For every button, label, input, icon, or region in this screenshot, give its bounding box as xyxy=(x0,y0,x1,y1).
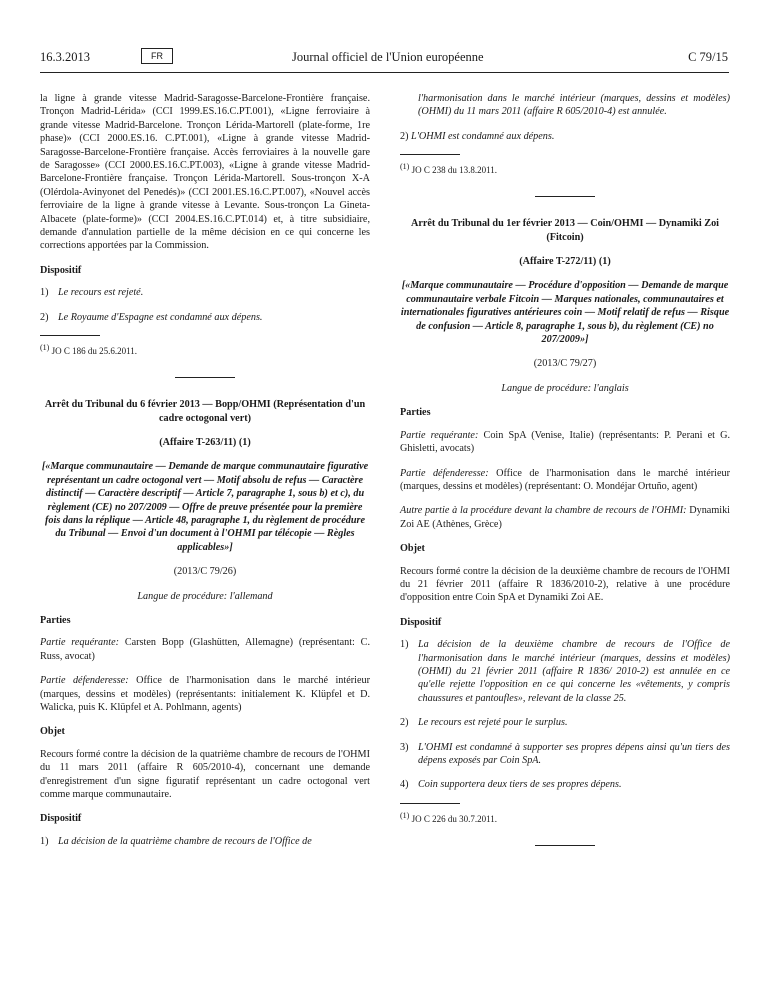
procedure-language: Langue de procédure: l'allemand xyxy=(137,590,273,602)
dispositif-heading: Dispositif xyxy=(40,264,82,276)
list-item: 2) L'OHMI est condamné aux dépens. xyxy=(400,130,555,142)
right-column xyxy=(400,92,730,866)
objet-heading: Objet xyxy=(40,726,65,738)
dispositif-heading: Dispositif xyxy=(400,616,442,628)
section-separator xyxy=(175,377,235,378)
list-item: 1) La décision de la deuxième chambre de recours de l'Office de l'harmonisation dans le marché intérieur (marques, dessins et modèles) (OHMI) du 21 février 2011 (affaire R 1836/ 2010-2) est annulée en ce qu'elle rejette l'opposition en ce qui concerne les «vêtements, y compris chaussures et pantoufles», relevant de la classe 25. xyxy=(400,639,730,704)
list-item: l'harmonisation dans le marché intérieur (marques, dessins et modèles) (OHMI) du 11 mars 2011 (affaire R 605/2010-4) est annulée. xyxy=(418,93,730,118)
parties-heading: Parties xyxy=(400,407,431,419)
reference-code: (2013/C 79/26) xyxy=(173,566,237,578)
language-badge: FR xyxy=(141,48,173,64)
case-title: Arrêt du Tribunal du 6 février 2013 — Bopp/OHMI (Représentation d'un cadre octogonal vert) xyxy=(44,399,366,424)
dispositif-list xyxy=(40,835,370,848)
footnote-rule xyxy=(400,154,460,155)
intro-paragraph: la ligne à grande vitesse Madrid-Saragosse-Barcelone-Frontière française. Tronçon Madrid-Lérida» (CCI 1999.ES.16.C.PT.001), «Ligne ferroviaire à grande vitesse Madrid-Barcelone. Tronçon Lérida-Martorell (plate-forme, 1re phase)» (CCI 2000.ES.16. C.PT.001), «Ligne à grande vitesse Madrid-Saragosse-Barcelone-Frontière française. Accès ferroviaires à la nouvelle gare de Saragosse» (CCI 2000.ES.16.C.PT.003), «Ligne à grande vitesse Madrid-Barcelone-Frontière française. Tronçon Lérida-Martorell. Sous-tronçon X-A (Olérdola-Avinyonet del Penedés)» (CCI 2001.ES.16.C.PT.007), «Nouvel accès ferroviaire de la ligne à grande vitesse à Levante. Sous-tronçon La Gineta-Albacete (plate-forme)» (CCI 2004.ES.16.C.PT.014) et, à titre subsidiaire, demande d'annulation partielle de la même décision en ce qui concerne les corrections apportées par la Commission. xyxy=(40,93,370,252)
journal-title: Journal officiel de l'Union européenne xyxy=(292,50,484,64)
header-rule xyxy=(40,72,729,73)
header-date: 16.3.2013 xyxy=(40,50,90,64)
footnote: (1) JO C 186 du 25.6.2011. xyxy=(40,343,137,357)
dispositif-heading: Dispositif xyxy=(40,813,82,825)
footnote: (1) JO C 226 du 30.7.2011. xyxy=(400,810,497,824)
list-item: 1) La décision de la quatrième chambre de recours de l'Office de xyxy=(40,835,312,847)
parties-heading: Parties xyxy=(40,614,71,626)
case-title: Arrêt du Tribunal du 1er février 2013 — Coin/OHMI — Dynamiki Zoi (Fitcoin) xyxy=(411,218,719,243)
reference-code: (2013/C 79/27) xyxy=(533,358,597,370)
list-item: 2) Le Royaume d'Espagne est condamné aux dépens. xyxy=(40,311,263,323)
list-item: 3) L'OHMI est condamné à supporter ses propres dépens ainsi qu'un tiers des dépens exposés par Coin SpA. xyxy=(400,741,730,766)
objet-heading: Objet xyxy=(400,543,425,555)
dispositif-list-continued xyxy=(400,92,730,143)
list-item: 2) Le recours est rejeté pour le surplus. xyxy=(400,717,568,729)
footnote-rule xyxy=(400,803,460,804)
case-keywords: [«Marque communautaire — Procédure d'opposition — Demande de marque communautaire verbale Fitcoin — Marques nationales, communautaires et internationales figuratives antérieures coin — Motif relatif de refus — Risque de confusion — Article 8, paragraphe 1, sous b), du règlement (CE) no 207/2009»] xyxy=(400,280,730,346)
partie-requerante: Partie requérante: Coin SpA (Venise, Italie) (représentants: P. Perani et G. Ghisletti, avocats) xyxy=(400,429,730,455)
footnote: (1) JO C 238 du 13.8.2011. xyxy=(400,162,497,176)
case-number: (Affaire T-272/11) (1) xyxy=(519,256,611,268)
footnote-rule xyxy=(40,335,100,336)
objet-text: Recours formé contre la décision de la deuxième chambre de recours de l'OHMI du 21 février 2011 (affaire R 1836/2010-2), relative à une procédure d'opposition entre Coin SpA et Dynamiki Zoi AE. xyxy=(400,565,730,604)
dispositif-list xyxy=(40,286,370,324)
section-separator xyxy=(535,196,595,197)
section-separator xyxy=(535,845,595,846)
left-column xyxy=(40,92,370,859)
case-number: (Affaire T-263/11) (1) xyxy=(159,436,251,448)
partie-requerante: Partie requérante: Carsten Bopp (Glashütten, Allemagne) (représentant: C. Russ, avocat) xyxy=(40,637,371,662)
page-reference: C 79/15 xyxy=(688,50,728,64)
dispositif-list xyxy=(400,638,730,792)
autre-partie: Autre partie à la procédure devant la chambre de recours de l'OHMI: Dynamiki Zoi AE (Athènes, Grèce) xyxy=(400,505,731,530)
list-item: 1) Le recours est rejeté. xyxy=(40,287,144,299)
partie-defenderesse: Partie défenderesse: Office de l'harmonisation dans le marché intérieur (marques, dessins et modèles) (représentant: O. Mondéjar Ortuño, agent) xyxy=(400,467,730,492)
case-keywords: [«Marque communautaire — Demande de marque communautaire figurative représentant un cadre octogonal vert — Motif absolu de refus — Caractère distinctif — Caractère descriptif — Article 7, paragraphe 1, sous b) et c), du règlement (CE) no 207/2009 — Offre de preuve présentée pour la première fois dans la réplique — Article 48, paragraphe 1, du règlement de procédure du Tribunal — Envoi d'un document à l'OHMI par télécopie — Règles applicables»] xyxy=(41,461,369,553)
list-item: 4) Coin supportera deux tiers de ses propres dépens. xyxy=(400,779,622,791)
partie-defenderesse: Partie défenderesse: Office de l'harmonisation dans le marché intérieur (marques, dessins et modèles) (représentants: initialement K. Klüpfel et D. Walicka, puis K. Klüpfel et A. Pohlmann, agents) xyxy=(40,675,370,713)
objet-text: Recours formé contre la décision de la quatrième chambre de recours de l'OHMI du 11 mars 2011 (affaire R 605/2010-4), concernant une demande d'enregistrement d'un signe figuratif représentant un cadre octogonal vert comme marque communautaire. xyxy=(40,748,370,801)
procedure-language: Langue de procédure: l'anglais xyxy=(501,382,629,394)
